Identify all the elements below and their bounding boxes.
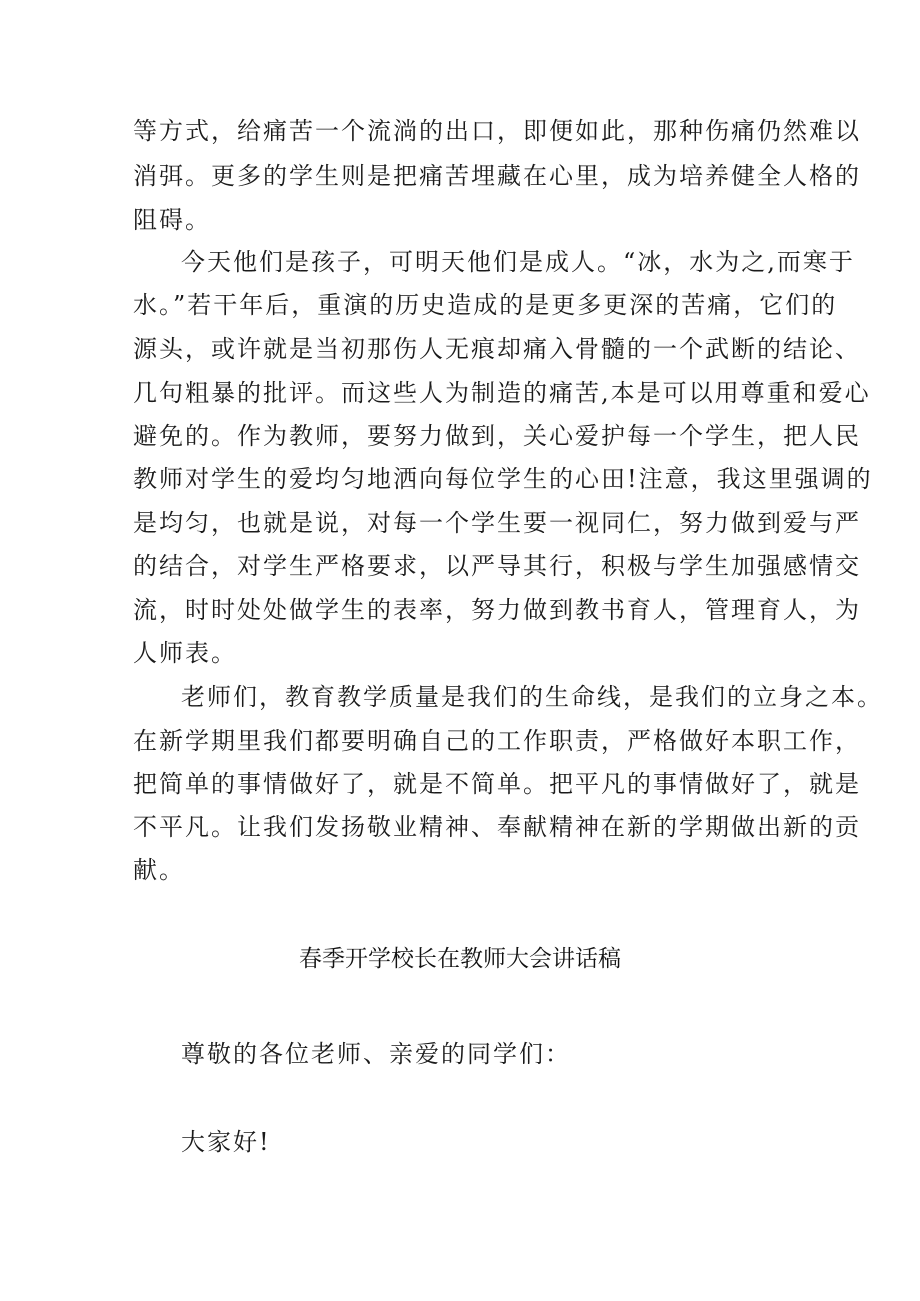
paragraph-line: 阻碍。 [133,206,211,234]
paragraph-line: 源头，或许就是当初那伤人无痕却痛入骨髓的一个武断的结论、 [133,335,861,363]
paragraph-line: 避免的。作为教师，要努力做到，关心爱护每一个学生，把人民 [133,422,861,450]
paragraph-line: 等方式，给痛苦一个流淌的出口，即便如此，那种伤痛仍然难以 [133,117,861,145]
paragraph-line: 是均匀，也就是说，对每一个学生要一视同仁，努力做到爱与严 [133,509,861,537]
paragraph-line: 在新学期里我们都要明确自己的工作职责，严格做好本职工作， [133,727,861,755]
paragraph-line: 几句粗暴的批评。而这些人为制造的痛苦,本是可以用尊重和爱心 [133,379,871,407]
paragraph-line: 人师表。 [133,639,237,667]
document-title: 春季开学校长在教师大会讲话稿 [299,946,621,972]
paragraph-line: 今天他们是孩子，可明天他们是成人。“冰，水为之,而寒于 [181,248,855,276]
paragraph-line: 流，时时处处做学生的表率，努力做到教书育人，管理育人，为 [133,596,861,624]
paragraph-line: 献。 [133,856,185,884]
paragraph-line: 把简单的事情做好了，就是不简单。把平凡的事情做好了，就是 [133,770,861,798]
paragraph-line: 消弭。更多的学生则是把痛苦埋藏在心里，成为培养健全人格的 [133,162,861,190]
paragraph-line: 的结合，对学生严格要求，以严导其行，积极与学生加强感情交 [133,552,861,580]
paragraph-line: 不平凡。让我们发扬敬业精神、奉献精神在新的学期做出新的贡 [133,813,861,841]
greeting: 大家好! [181,1128,271,1156]
paragraph-line: 水。”若干年后，重演的历史造成的是更多更深的苦痛，它们的 [133,291,838,319]
paragraph-line: 教师对学生的爱均匀地洒向每位学生的心田!注意，我这里强调的 [133,465,873,493]
salutation: 尊敬的各位老师、亲爱的同学们： [181,1040,571,1068]
paragraph-line: 老师们，教育教学质量是我们的生命线，是我们的立身之本。 [181,683,883,711]
